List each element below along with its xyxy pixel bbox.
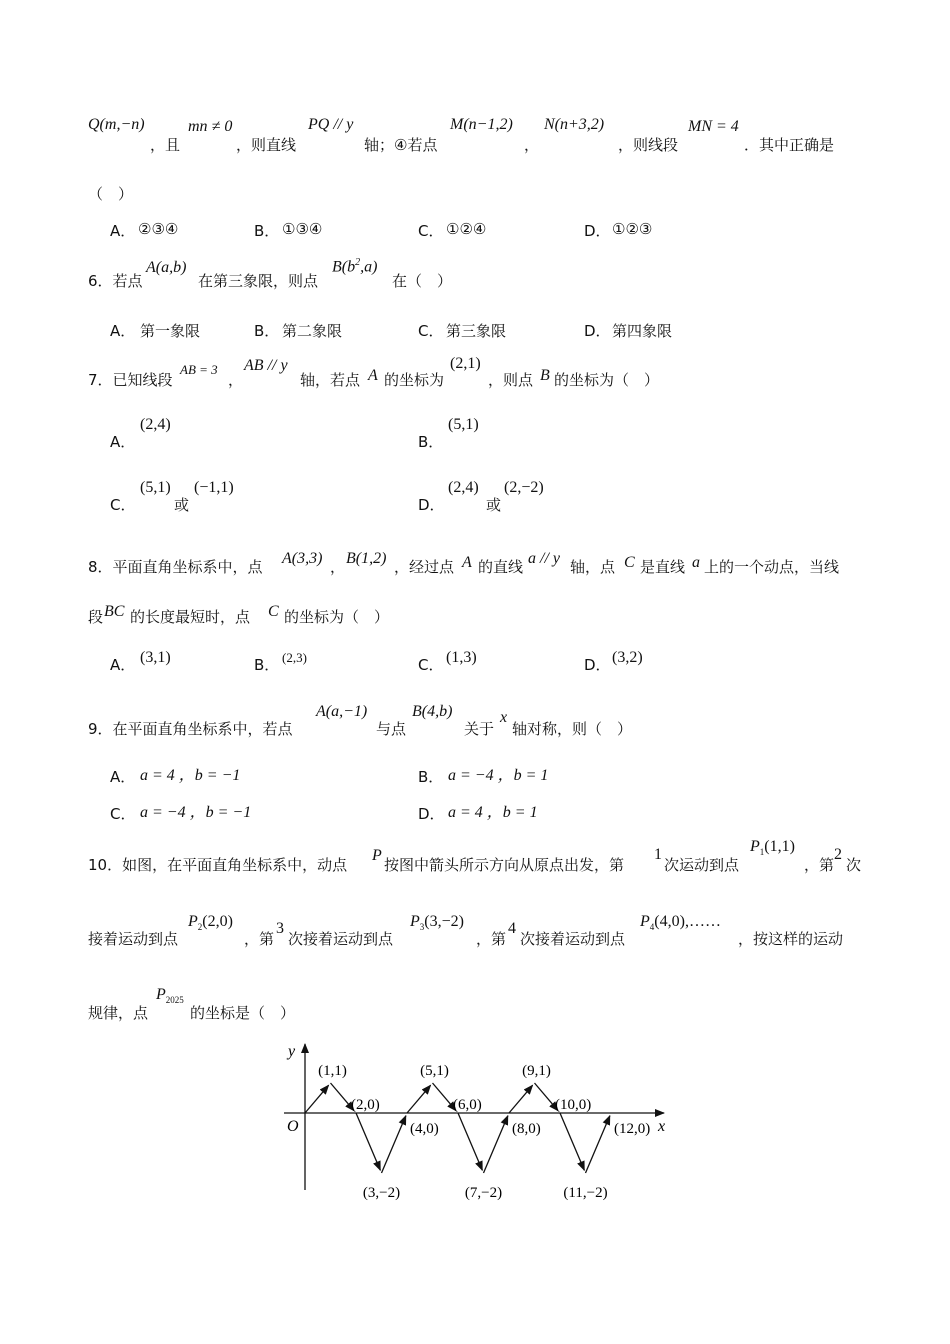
option-b-text: a = −4 ，b = 1	[448, 767, 549, 784]
text: 规律，点	[88, 1004, 149, 1022]
point-label: (12,0)	[614, 1121, 651, 1137]
option-a-text: ②③④	[138, 220, 179, 238]
option-c-label: C．	[110, 805, 136, 823]
point-label: (4,0)	[410, 1121, 439, 1137]
point-label: (2,0)	[351, 1097, 380, 1113]
segment-bc: BC	[104, 603, 125, 620]
text: ，且	[150, 136, 181, 154]
option-a-label: A．	[110, 322, 136, 340]
var-x: x	[500, 709, 508, 726]
step-number: 3	[276, 920, 284, 937]
option-d-label: D．	[584, 322, 611, 340]
option-c-text: ①②④	[446, 220, 487, 238]
option-d-text: ①②③	[612, 220, 653, 238]
option-a-text: (3,1)	[140, 649, 171, 666]
path-arrow-segment	[407, 1085, 431, 1113]
point-p3: $P_3(3,-2)$	[410, 913, 464, 933]
path-arrow-segment	[586, 1116, 610, 1173]
option-d-text: (3,2)	[612, 649, 643, 666]
point-label: (10,0)	[555, 1097, 592, 1113]
text: 上的一个动点，当线	[704, 558, 840, 576]
point-label: (5,1)	[420, 1063, 449, 1079]
q6-number: 6．若点	[88, 272, 143, 290]
var-a: A	[462, 554, 472, 571]
text: 关于	[464, 720, 495, 738]
point-p4: $P_4(4,0),\dots\dots$	[640, 913, 721, 933]
option-a-text: 第一象限	[140, 322, 201, 340]
point-labels	[318, 1063, 650, 1201]
mn-eq: MN = 4	[688, 118, 739, 135]
var-p: P	[372, 847, 382, 864]
text: ，	[330, 558, 346, 576]
text: 在第三象限，则点	[198, 272, 319, 290]
path-arrow-segment	[356, 1113, 380, 1170]
ab-eq: AB = 3	[180, 362, 218, 377]
option-d-label: D．	[584, 222, 611, 240]
text: 在（ ）	[392, 272, 453, 290]
text: 段	[88, 608, 104, 626]
point-label: (7,−2)	[464, 1185, 503, 1201]
text: 的长度最短时，点	[130, 608, 251, 626]
text: ，按这样的运动	[738, 930, 844, 948]
option-c-text: 第三象限	[446, 322, 507, 340]
text: ，第	[804, 856, 835, 874]
option-c-label: C．	[110, 496, 136, 514]
condition-mn: mn ≠ 0	[188, 118, 233, 135]
var-a: A	[368, 367, 378, 384]
text: ．其中正确是	[744, 136, 835, 154]
q9-number: 9．在平面直角坐标系中，若点	[88, 720, 293, 738]
text: ，第	[244, 930, 275, 948]
point-b: $B(b^2,a)$	[332, 257, 378, 276]
text: 的坐标为（ ）	[554, 371, 660, 389]
option-a-text: a = 4 ，b = −1	[140, 767, 241, 784]
option-c-label: C．	[418, 322, 444, 340]
option-d-text: 第四象限	[612, 322, 673, 340]
path-arrow-segment	[509, 1085, 533, 1113]
text: 次接着运动到点	[288, 930, 394, 948]
option-b-label: B．	[418, 768, 444, 786]
a-parallel: a // y	[528, 550, 560, 567]
var-c: C	[268, 603, 279, 620]
text: ，	[524, 136, 540, 154]
path-arrow-segment	[382, 1116, 406, 1173]
option-b-text: (2,3)	[282, 650, 307, 665]
text: 轴，若点	[300, 371, 361, 389]
option-b-label: B．	[254, 656, 280, 674]
path-arrow-segment	[560, 1113, 584, 1170]
text: 的直线	[478, 558, 524, 576]
text: 的坐标为（ ）	[284, 608, 390, 626]
point-b: B(1,2)	[346, 550, 387, 567]
option-d-label: D．	[418, 805, 445, 823]
q10-number: 10．如图，在平面直角坐标系中，动点	[88, 856, 348, 874]
path-arrow-segment	[458, 1113, 482, 1170]
point-n: N(n+3,2)	[544, 116, 605, 133]
text: 次接着运动到点	[520, 930, 626, 948]
step-number: 4	[508, 920, 516, 937]
option-c-text2: (−1,1)	[194, 479, 234, 496]
point-p2: $P_2(2,0)$	[188, 913, 233, 933]
text: 是直线	[640, 558, 686, 576]
text: 的坐标是（ ）	[190, 1004, 296, 1022]
q7-number: 7．已知线段	[88, 371, 173, 389]
option-d-text: (2,4)	[448, 479, 479, 496]
text: 轴对称，则（ ）	[512, 720, 633, 738]
option-a-label: A．	[110, 433, 136, 451]
point-label: (3,−2)	[362, 1185, 401, 1201]
pq-parallel: PQ // y	[308, 116, 354, 133]
text: 次运动到点	[664, 856, 740, 874]
option-a-label: A．	[110, 768, 136, 786]
option-d-label: D．	[584, 656, 611, 674]
step-number: 2	[834, 846, 842, 863]
option-d-text: a = 4 ，b = 1	[448, 804, 538, 821]
option-b-text: (5,1)	[448, 416, 479, 433]
point-label: (11,−2)	[563, 1185, 608, 1201]
text: ，则直线	[236, 136, 297, 154]
path-arrow-segment	[484, 1116, 508, 1173]
option-b-label: B．	[418, 433, 444, 451]
text: 轴，点	[570, 558, 616, 576]
y-axis-label: y	[288, 1043, 296, 1060]
option-b-text: 第二象限	[282, 322, 343, 340]
point-q: Q(m,−n)	[88, 116, 145, 133]
origin-label: O	[287, 1118, 299, 1135]
text: ，则线段	[618, 136, 679, 154]
option-b-label: B．	[254, 322, 280, 340]
option-c-label: C．	[418, 656, 444, 674]
point-b: B(4,b)	[412, 703, 453, 720]
option-d-label: D．	[418, 496, 445, 514]
option-c-or: 或	[174, 496, 190, 514]
point-a: A(a,b)	[146, 259, 187, 276]
point-label: (6,0)	[453, 1097, 482, 1113]
text: ，第	[476, 930, 507, 948]
option-c-text: (1,3)	[446, 649, 477, 666]
text: ，则点	[488, 371, 534, 389]
point-a: A(a,−1)	[316, 703, 368, 720]
point-a-coord: (2,1)	[450, 355, 481, 372]
point-label: (8,0)	[512, 1121, 541, 1137]
text: 按图中箭头所示方向从原点出发，第	[384, 856, 625, 874]
point-m: M(n−1,2)	[450, 116, 513, 133]
ab-parallel: AB // y	[244, 357, 288, 374]
q8-number: 8．平面直角坐标系中，点	[88, 558, 263, 576]
point-p1: $P_1(1,1)$	[750, 838, 795, 858]
option-a-label: A．	[110, 656, 136, 674]
option-c-label: C．	[418, 222, 444, 240]
x-axis-label: x	[658, 1118, 666, 1135]
text: 轴；④若点	[364, 136, 438, 154]
option-c-text: (5,1)	[140, 479, 171, 496]
text: 次	[846, 856, 862, 874]
option-a-label: A．	[110, 222, 136, 240]
text: 与点	[376, 720, 407, 738]
option-b-label: B．	[254, 222, 280, 240]
var-b: B	[540, 367, 550, 384]
option-d-text2: (2,−2)	[504, 479, 544, 496]
option-a-text: (2,4)	[140, 416, 171, 433]
point-label: (1,1)	[318, 1063, 347, 1079]
text: ，经过点	[394, 558, 455, 576]
option-c-text: a = −4 ，b = −1	[140, 804, 252, 821]
option-d-or: 或	[486, 496, 502, 514]
text: 的坐标为	[384, 371, 445, 389]
text: ，	[228, 371, 244, 389]
var-c: C	[624, 554, 635, 571]
text: 接着运动到点	[88, 930, 179, 948]
line-a: a	[692, 554, 700, 571]
path-arrow-segment	[305, 1085, 329, 1113]
option-b-text: ①③④	[282, 220, 323, 238]
answer-paren: （ ）	[88, 185, 134, 203]
point-a: A(3,3)	[282, 550, 323, 567]
point-p2025: $P_{2025}$	[156, 986, 184, 1006]
point-label: (9,1)	[522, 1063, 551, 1079]
step-number: 1	[654, 846, 662, 863]
